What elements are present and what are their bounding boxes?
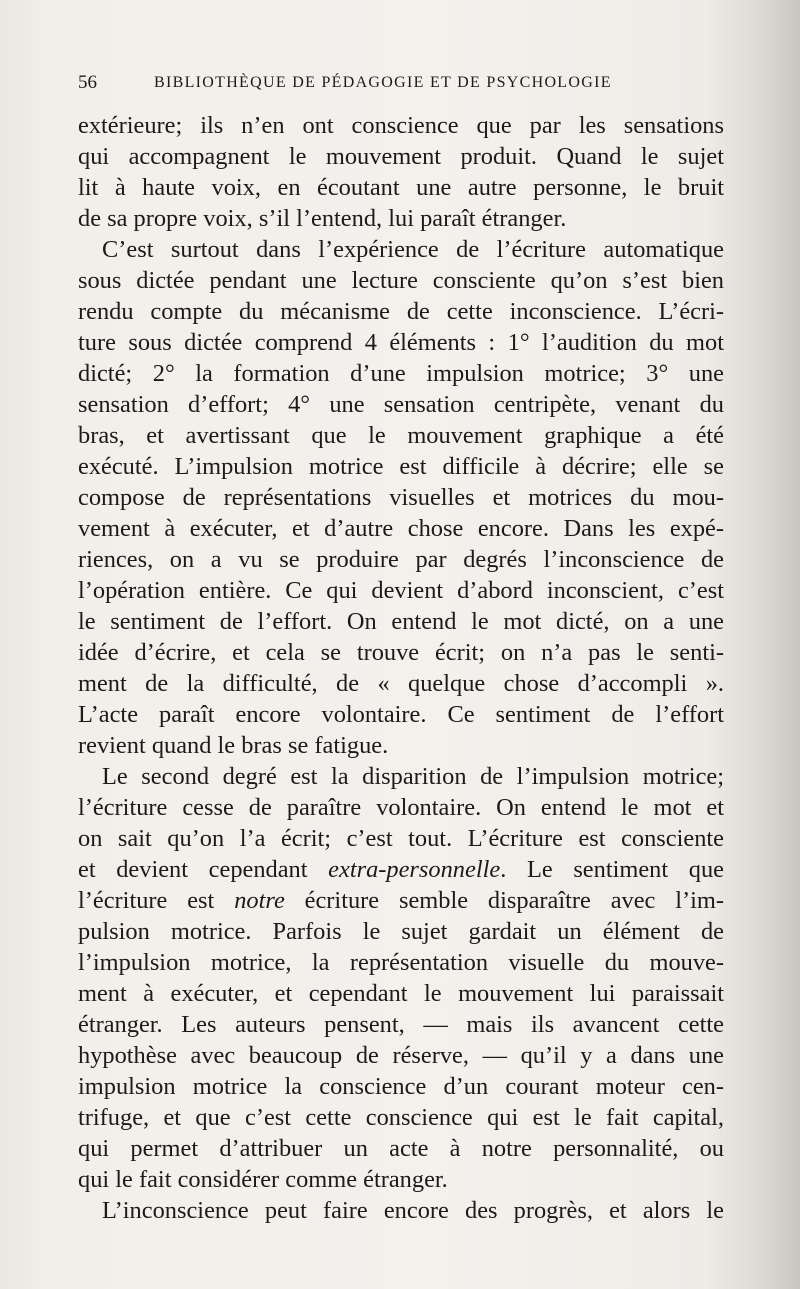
text-line: hypothèse avec beaucoup de réserve, — qu’il y a dans une <box>78 1042 724 1069</box>
text-line: impulsion motrice la conscience d’un courant moteur cen- <box>78 1073 724 1100</box>
text-line: l’impulsion motrice, la représentation visuelle du mouve- <box>78 949 724 976</box>
text-line: exécuté. L’impulsion motrice est difficile à décrire; elle se <box>78 453 724 480</box>
text-line: l’opération entière. Ce qui devient d’abord inconscient, c’est <box>78 577 724 604</box>
text-line: lit à haute voix, en écoutant une autre personne, le bruit <box>78 174 724 201</box>
text-line: ment de la difficulté, de « quelque chose d’accompli ». <box>78 670 724 697</box>
running-title: BIBLIOTHÈQUE DE PÉDAGOGIE ET DE PSYCHOLOGIE <box>154 74 612 91</box>
text-line: le sentiment de l’effort. On entend le mot dicté, on a une <box>78 608 724 635</box>
text-line: L’acte paraît encore volontaire. Ce sentiment de l’effort <box>78 701 724 728</box>
text-line: compose de représentations visuelles et motrices du mou- <box>78 484 724 511</box>
text-line: sensation d’effort; 4° une sensation centripète, venant du <box>78 391 724 418</box>
text-line: étranger. Les auteurs pensent, — mais ils avancent cette <box>78 1011 724 1038</box>
italic-text: extra-personnelle <box>328 856 501 883</box>
body-text <box>78 110 724 1226</box>
text-line: revient quand le bras se fatigue. <box>78 732 389 759</box>
text-run: et devient cependant <box>78 856 329 883</box>
text-line: qui permet d’attribuer un acte à notre personnalité, ou <box>78 1135 724 1162</box>
text-line: vement à exécuter, et d’autre chose encore. Dans les expé- <box>78 515 724 542</box>
text-line: ment à exécuter, et cependant le mouvement lui paraissait <box>78 980 724 1007</box>
text-line: trifuge, et que c’est cette conscience qui est le fait capital, <box>78 1104 724 1131</box>
text-line: on sait qu’on l’a écrit; c’est tout. L’écriture est consciente <box>78 825 724 852</box>
text-line: qui le fait considérer comme étranger. <box>78 1166 448 1193</box>
text-run: l’écriture est <box>78 887 235 914</box>
text-line: extérieure; ils n’en ont conscience que par les sensations <box>78 112 724 139</box>
text-line: riences, on a vu se produire par degrés l’inconscience de <box>78 546 724 573</box>
text-run: . Le sentiment que <box>500 856 725 883</box>
text-line: pulsion motrice. Parfois le sujet gardait un élément de <box>78 918 724 945</box>
text-line: sous dictée pendant une lecture consciente qu’on s’est bien <box>78 267 724 294</box>
text-line: ture sous dictée comprend 4 éléments : 1° l’audition du mot <box>78 329 724 356</box>
text-line: de sa propre voix, s’il l’entend, lui paraît étranger. <box>78 205 567 232</box>
text-line: rendu compte du mécanisme de cette inconscience. L’écri- <box>78 298 724 325</box>
text-line: qui accompagnent le mouvement produit. Quand le sujet <box>78 143 724 170</box>
text-line: l’écriture cesse de paraître volontaire. On entend le mot et <box>78 794 724 821</box>
text-line: idée d’écrire, et cela se trouve écrit; on n’a pas le senti- <box>78 639 724 666</box>
text-line: bras, et avertissant que le mouvement graphique a été <box>78 422 724 449</box>
text-line <box>78 854 724 885</box>
text-line: C’est surtout dans l’expérience de l’écriture automatique <box>102 236 724 263</box>
text-line: Le second degré est la disparition de l’impulsion motrice; <box>102 763 724 790</box>
page-number: 56 <box>78 72 97 93</box>
text-line: L’inconscience peut faire encore des progrès, et alors le <box>102 1197 724 1224</box>
text-line <box>78 885 724 916</box>
text-line: dicté; 2° la formation d’une impulsion motrice; 3° une <box>78 360 724 387</box>
text-run: écriture semble disparaître avec l’im- <box>284 887 724 914</box>
running-head <box>78 72 728 102</box>
italic-text: notre <box>234 887 285 914</box>
